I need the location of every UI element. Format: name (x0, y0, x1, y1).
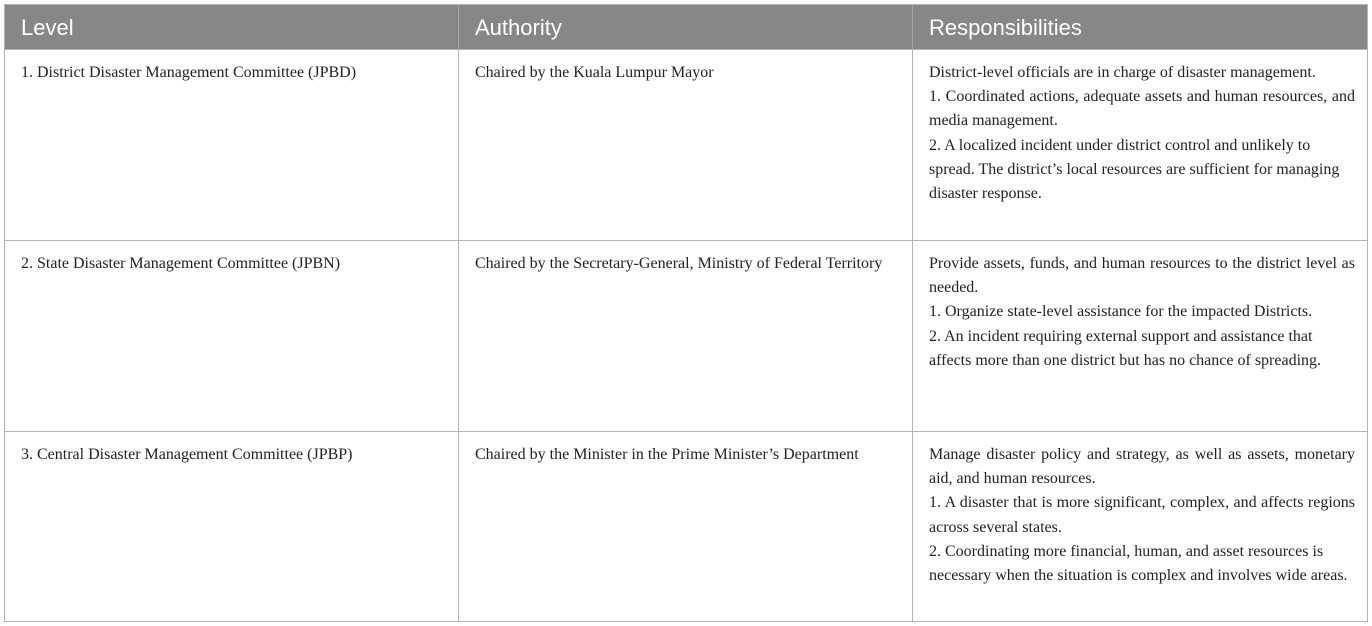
level-cell: 3. Central Disaster Management Committee (JPBP) (5, 432, 459, 622)
responsibility-item: 2. Coordinating more financial, human, and asset resources is necessary when the situation is complex and involves wide areas. (929, 542, 1348, 585)
responsibility-summary: Manage disaster policy and strategy, as well as assets, monetary aid, and human resources. (929, 446, 1355, 488)
responsibility-item: 1. Coordinated actions, adequate assets and human resources, and media management. (929, 88, 1355, 130)
level-cell: 2. State Disaster Management Committee (JPBN) (5, 241, 459, 431)
table-row (5, 240, 1367, 431)
responsibilities-cell (913, 432, 1367, 622)
table-header-row (5, 5, 1367, 49)
responsibility-summary: Provide assets, funds, and human resources to the district level as needed. (929, 255, 1355, 297)
authority-cell: Chaired by the Minister in the Prime Minister’s Department (459, 432, 913, 622)
responsibility-item: 2. An incident requiring external support and assistance that affects more than one district but has no chance of spreading. (929, 327, 1322, 369)
responsibility-summary: District-level officials are in charge of disaster management. (929, 64, 1316, 81)
responsibility-item: 2. A localized incident under district control and unlikely to spread. The district’s local resources are sufficient for managing disaster response. (929, 136, 1340, 203)
header-authority: Authority (459, 5, 913, 49)
responsibilities-cell (913, 50, 1367, 240)
level-cell: 1. District Disaster Management Committee (JPBD) (5, 50, 459, 240)
responsibility-item: 1. Organize state-level assistance for the impacted Districts. (929, 303, 1313, 321)
responsibilities-cell (913, 241, 1367, 431)
header-responsibilities: Responsibilities (929, 15, 1082, 40)
disaster-management-table (4, 4, 1368, 622)
authority-cell: Chaired by the Secretary-General, Ministry of Federal Territory (459, 241, 913, 431)
authority-cell: Chaired by the Kuala Lumpur Mayor (459, 50, 913, 240)
table-row (5, 49, 1367, 240)
table-row (5, 431, 1367, 622)
responsibility-item: 1. A disaster that is more significant, complex, and affects regions across several states. (929, 494, 1355, 536)
header-level: Level (5, 5, 459, 49)
